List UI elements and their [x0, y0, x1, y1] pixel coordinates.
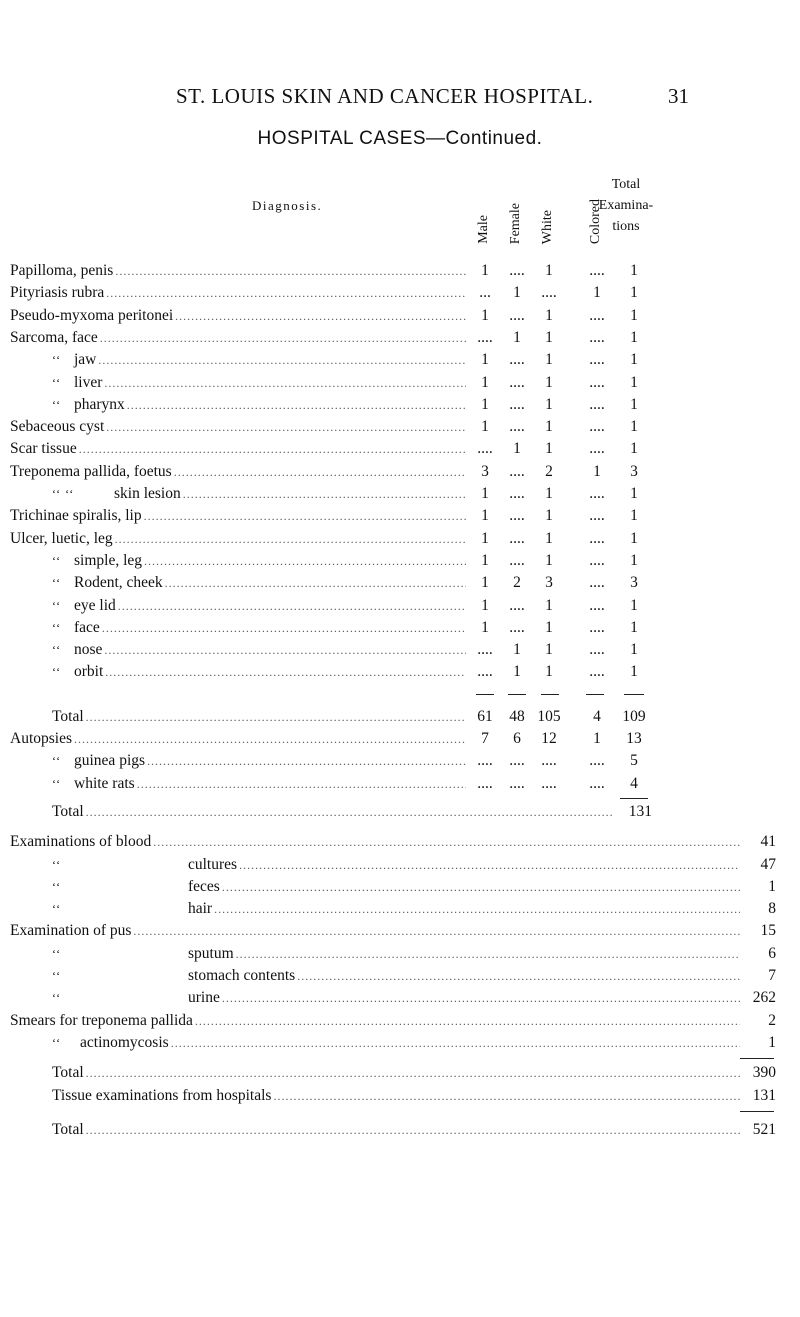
total-cell: 1 [630, 663, 638, 681]
colored-cell: .... [589, 507, 605, 525]
ditto-mark: ‘‘ [52, 375, 62, 390]
male-cell: .... [477, 774, 493, 792]
table-row [0, 728, 800, 750]
dot-leader [175, 305, 466, 327]
table-row [0, 327, 800, 349]
list-item [0, 1010, 800, 1032]
row-label: Tissue examinations from hospitals [52, 1086, 272, 1104]
row-label: white rats [74, 774, 135, 792]
female-cell: 48 [509, 707, 525, 725]
colored-cell: .... [589, 418, 605, 436]
male-cell: 1 [481, 485, 489, 502]
male-cell: 61 [477, 707, 493, 725]
column-separator-dash [541, 694, 559, 695]
total-cell: 1 [630, 551, 638, 569]
row-label: jaw [74, 351, 97, 369]
total-cell: 1 [630, 262, 638, 279]
total-cell: 4 [630, 774, 638, 792]
ditto-mark: ‘‘ [52, 1035, 62, 1050]
white-cell: 1 [545, 485, 553, 502]
ditto-mark: ‘‘ [52, 353, 62, 368]
ditto-mark: ‘‘ ‘‘ [52, 487, 75, 501]
dot-leader [273, 1085, 740, 1107]
ditto-mark: ‘‘ [52, 902, 62, 917]
running-header-title: ST. LOUIS SKIN AND CANCER HOSPITAL. [176, 84, 594, 108]
dot-leader [86, 1119, 740, 1141]
list-item [0, 987, 800, 1009]
white-cell: .... [541, 284, 557, 302]
row-label: Trichinae spiralis, lip [10, 507, 142, 525]
exam-value: 1 [768, 877, 776, 895]
ditto-mark: ‘‘ [52, 553, 62, 568]
colored-cell: .... [589, 262, 605, 279]
column-separator-dash [508, 694, 526, 695]
dot-leader [171, 1032, 740, 1054]
dot-leader [133, 920, 740, 942]
dot-leader [115, 528, 466, 550]
total-cell: 1 [630, 373, 638, 391]
dot-leader [102, 617, 466, 639]
table-row [0, 572, 800, 594]
total-value: 521 [752, 1120, 776, 1138]
row-label: Examinations of blood [10, 833, 152, 851]
row-label: eye lid [74, 596, 116, 614]
dot-leader [86, 801, 612, 823]
male-column-header: Male [476, 215, 491, 244]
male-cell: .... [477, 440, 493, 458]
dot-leader [115, 260, 466, 282]
row-label: Rodent, cheek [74, 574, 163, 592]
row-label: Total [52, 802, 84, 820]
row-label: Pityriasis rubra [10, 284, 105, 302]
exam-value: 6 [768, 944, 776, 962]
colored-cell: .... [589, 641, 605, 659]
total-cell: 1 [630, 306, 638, 324]
male-cell: 7 [481, 730, 489, 747]
exam-value: 41 [760, 833, 776, 851]
dot-leader [147, 750, 466, 772]
dot-leader [98, 349, 466, 371]
row-label: cultures [188, 855, 238, 873]
dot-leader [165, 572, 466, 594]
row-label: simple, leg [74, 551, 143, 569]
white-cell: 1 [545, 328, 553, 346]
table-row [0, 438, 800, 460]
white-cell: 1 [545, 551, 553, 569]
dot-leader [100, 327, 466, 349]
total-cell: 3 [630, 574, 638, 592]
female-cell: .... [509, 395, 525, 413]
female-cell: .... [509, 462, 525, 480]
table-caption: HOSPITAL CASES—Continued. [257, 128, 543, 149]
colored-cell: .... [589, 574, 605, 592]
colored-cell: .... [589, 351, 605, 369]
table-row [0, 595, 800, 617]
colored-cell: .... [589, 551, 605, 569]
male-cell: 1 [481, 373, 489, 391]
column-separator-dash [476, 694, 494, 695]
total-cell: 109 [622, 707, 646, 725]
female-cell: .... [509, 529, 525, 547]
female-cell: .... [509, 485, 525, 502]
colored-cell: .... [589, 774, 605, 792]
ditto-mark: ‘‘ [52, 969, 62, 983]
page-number: 31 [668, 84, 689, 108]
colored-cell: .... [589, 663, 605, 681]
female-cell: 1 [513, 663, 521, 681]
dot-leader [222, 876, 740, 898]
white-cell: 2 [545, 462, 553, 480]
exam-value: 262 [752, 989, 776, 1007]
white-cell: 1 [545, 351, 553, 369]
ditto-mark: ‘‘ [52, 946, 62, 961]
male-cell: 1 [481, 574, 489, 592]
female-cell: .... [509, 551, 525, 569]
male-cell: 1 [481, 596, 489, 614]
female-cell: 6 [513, 730, 521, 747]
table-row [0, 282, 800, 304]
ditto-mark: ‘‘ [52, 665, 62, 680]
white-cell: 1 [545, 618, 553, 636]
row-label: Smears for treponema pallida [10, 1011, 193, 1029]
total-cell: 1 [630, 328, 638, 346]
colored-cell: 1 [593, 284, 601, 302]
white-cell: .... [541, 752, 557, 770]
white-cell: 12 [541, 730, 557, 747]
female-cell: .... [509, 618, 525, 636]
table-row [0, 461, 800, 483]
white-cell: 1 [545, 262, 553, 279]
colored-cell: .... [589, 328, 605, 346]
dot-leader [174, 461, 466, 483]
column-separator-dash [586, 694, 604, 695]
column-separator-dash [624, 694, 644, 695]
table-row [0, 305, 800, 327]
total-value: 390 [752, 1064, 776, 1082]
row-label: orbit [74, 663, 104, 681]
diagnosis-column-header: Diagnosis. [252, 198, 323, 213]
total-row [0, 1085, 800, 1107]
total-cell: 1 [630, 529, 638, 547]
row-label: Papilloma, penis [10, 262, 114, 279]
female-cell: .... [509, 351, 525, 369]
row-label: Scar tissue [10, 440, 77, 458]
total-row [0, 1062, 800, 1084]
row-label: face [74, 618, 100, 636]
exam-value: 7 [768, 967, 776, 984]
table-row [0, 801, 800, 823]
row-label: skin lesion [114, 485, 181, 502]
white-cell: 1 [545, 641, 553, 659]
female-cell: 1 [513, 328, 521, 346]
male-cell: .... [477, 663, 493, 681]
exam-value: 1 [768, 1033, 776, 1051]
row-label: feces [188, 877, 220, 895]
ditto-mark: ‘‘ [52, 879, 62, 894]
list-item [0, 920, 800, 942]
exam-value: 15 [760, 922, 776, 940]
female-cell: 1 [513, 284, 521, 302]
row-label: Total [52, 707, 84, 725]
row-label: pharynx [74, 395, 125, 413]
male-cell: 1 [481, 507, 489, 525]
total-cell: 1 [630, 351, 638, 369]
dot-leader [222, 987, 740, 1009]
colored-cell: .... [589, 440, 605, 458]
colored-cell: .... [589, 752, 605, 770]
table-row [0, 528, 800, 550]
list-item [0, 1032, 800, 1054]
dot-leader [214, 898, 740, 920]
table-row [0, 750, 800, 772]
row-label: stomach contents [188, 967, 296, 984]
male-cell: .... [477, 641, 493, 659]
dot-leader [195, 1010, 740, 1032]
dot-leader [137, 773, 466, 795]
total-value: 131 [752, 1086, 776, 1104]
dot-leader [106, 282, 466, 304]
white-cell: 1 [545, 395, 553, 413]
total-rule [620, 798, 648, 799]
list-item [0, 898, 800, 920]
male-cell: 1 [481, 395, 489, 413]
list-item [0, 965, 800, 987]
colored-cell: .... [589, 485, 605, 502]
colored-cell: .... [589, 618, 605, 636]
list-item [0, 854, 800, 876]
female-cell: .... [509, 507, 525, 525]
row-label: actinomycosis [80, 1033, 169, 1051]
total-cell: 1 [630, 618, 638, 636]
total-rule [740, 1111, 774, 1112]
row-label: Ulcer, luetic, leg [10, 529, 113, 547]
row-label: Treponema pallida, foetus [10, 462, 172, 480]
colored-cell: .... [589, 395, 605, 413]
male-cell: 1 [481, 418, 489, 436]
colored-cell: 1 [593, 730, 601, 747]
white-cell: 1 [545, 373, 553, 391]
dot-leader [104, 372, 466, 394]
dot-leader [106, 416, 466, 438]
ditto-mark: ‘‘ [52, 576, 62, 591]
female-cell: .... [509, 596, 525, 614]
exam-value: 2 [768, 1011, 776, 1029]
colored-column-header: Colored [588, 198, 603, 244]
row-label: liver [74, 373, 103, 391]
total-cell: 1 [630, 485, 638, 502]
male-cell: 1 [481, 262, 489, 279]
colored-cell: .... [589, 596, 605, 614]
row-label: nose [74, 641, 103, 659]
row-label: Sarcoma, face [10, 328, 98, 346]
total-column-header: Total Examina- tions [598, 177, 654, 234]
female-column-header: Female [508, 202, 523, 244]
female-cell: .... [509, 418, 525, 436]
white-cell: 1 [545, 596, 553, 614]
ditto-mark: ‘‘ [52, 776, 62, 791]
row-label: Examination of pus [10, 922, 132, 940]
ditto-mark: ‘‘ [52, 991, 62, 1006]
white-cell: .... [541, 774, 557, 792]
male-cell: 1 [481, 529, 489, 547]
female-cell: .... [509, 262, 525, 279]
male-cell: 1 [481, 351, 489, 369]
female-cell: 2 [513, 574, 521, 592]
row-label: urine [188, 989, 220, 1007]
white-cell: 1 [545, 440, 553, 458]
white-cell: 1 [545, 663, 553, 681]
row-label: guinea pigs [74, 752, 146, 770]
row-label: sputum [188, 944, 234, 962]
male-cell: 3 [481, 462, 489, 480]
row-label: Total [52, 1120, 84, 1138]
total-cell: 1 [630, 507, 638, 525]
male-cell: .... [477, 328, 493, 346]
table-row [0, 706, 800, 728]
dot-leader [144, 505, 466, 527]
list-item [0, 943, 800, 965]
female-cell: 1 [513, 641, 521, 659]
table-row [0, 349, 800, 371]
white-cell: 1 [545, 507, 553, 525]
list-item [0, 876, 800, 898]
total-value: 131 [628, 802, 652, 820]
female-cell: .... [509, 774, 525, 792]
white-cell: 1 [545, 306, 553, 324]
table-row [0, 773, 800, 795]
colored-cell: .... [589, 373, 605, 391]
ditto-mark: ‘‘ [52, 598, 62, 613]
table-row [0, 505, 800, 527]
white-cell: 1 [545, 529, 553, 547]
row-label: Total [52, 1064, 84, 1082]
total-cell: 1 [630, 395, 638, 413]
dot-leader [118, 595, 466, 617]
male-cell: 1 [481, 551, 489, 569]
ditto-mark: ‘‘ [52, 397, 62, 412]
total-cell: 5 [630, 752, 638, 770]
total-cell: 1 [630, 596, 638, 614]
total-row [0, 1119, 800, 1141]
row-label: Pseudo-myxoma peritonei [10, 306, 174, 324]
female-cell: .... [509, 752, 525, 770]
colored-cell: .... [589, 529, 605, 547]
colored-cell: .... [589, 306, 605, 324]
dot-leader [297, 965, 740, 987]
ditto-mark: ‘‘ [52, 643, 62, 658]
dot-leader [183, 483, 466, 505]
dot-leader [105, 661, 466, 683]
total-cell: 1 [630, 440, 638, 458]
white-column-header: White [540, 209, 555, 244]
male-cell: .... [477, 752, 493, 770]
colored-cell: 1 [593, 462, 601, 480]
total-cell: 3 [630, 462, 638, 480]
white-cell: 1 [545, 418, 553, 436]
table-row [0, 394, 800, 416]
female-cell: .... [509, 306, 525, 324]
exam-value: 47 [760, 855, 776, 873]
male-cell: 1 [481, 618, 489, 636]
male-cell: ... [479, 284, 491, 302]
female-cell: .... [509, 373, 525, 391]
ditto-mark: ‘‘ [52, 857, 62, 872]
dot-leader [153, 831, 740, 853]
male-cell: 1 [481, 306, 489, 324]
ditto-mark: ‘‘ [52, 754, 62, 769]
table-row [0, 372, 800, 394]
total-cell: 13 [626, 730, 642, 747]
total-cell: 1 [630, 641, 638, 659]
exam-value: 8 [768, 900, 776, 918]
ditto-mark: ‘‘ [52, 620, 62, 635]
table-row [0, 617, 800, 639]
dot-leader [239, 854, 740, 876]
dot-leader [127, 394, 466, 416]
list-item [0, 831, 800, 853]
table-row [0, 416, 800, 438]
dot-leader [74, 728, 466, 750]
total-cell: 1 [630, 418, 638, 436]
white-cell: 3 [545, 574, 553, 592]
dot-leader [236, 943, 740, 965]
total-cell: 1 [630, 284, 638, 302]
dot-leader [144, 550, 466, 572]
row-label: Autopsies [10, 730, 72, 747]
table-row [0, 260, 800, 282]
dot-leader [86, 706, 466, 728]
colored-cell: 4 [593, 707, 601, 725]
total-rule [740, 1058, 774, 1059]
dot-leader [86, 1062, 740, 1084]
female-cell: 1 [513, 440, 521, 458]
row-label: Sebaceous cyst [10, 418, 105, 436]
dot-leader [79, 438, 466, 460]
table-row [0, 550, 800, 572]
table-row [0, 661, 800, 683]
dot-leader [104, 639, 466, 661]
table-row [0, 639, 800, 661]
table-row [0, 483, 800, 505]
white-cell: 105 [537, 707, 561, 725]
row-label: hair [188, 900, 213, 918]
